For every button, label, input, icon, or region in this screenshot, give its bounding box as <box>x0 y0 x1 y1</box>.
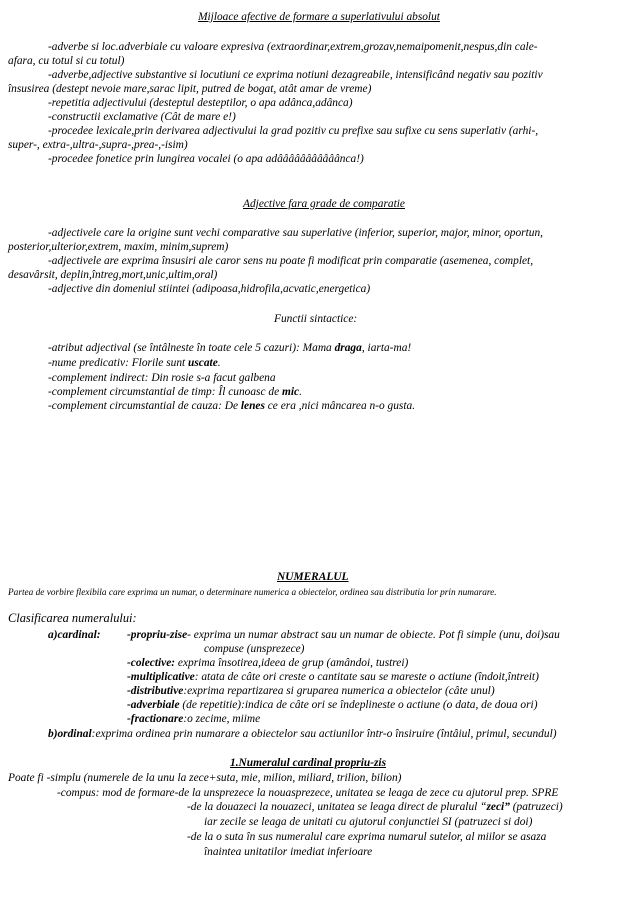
text-line: afara, cu totul si cu totul) <box>8 55 125 67</box>
text-line: iar zecile se leaga de unitati cu ajutorul conjunctiei SI (patruzeci si doi) <box>204 816 533 828</box>
text-line: -adjectivele are exprima însusiri ale caror sens nu poate fi modificat prin comparatie (asemenea, complet, <box>48 255 534 267</box>
section-title-fara-grade: Adjective fara grade de comparatie <box>243 198 405 210</box>
text-line: -compus: mod de formare-de la unsprezece la nouasprezece, unitatea se leaga de zece cu ajutorul prep. SPRE <box>57 787 559 799</box>
text-line: desavârsit, deplin,întreg,mort,unic,ultim,oral) <box>8 269 218 281</box>
text-line: -adjective din domeniul stiintei (adipoasa,hidrofila,acvatic,energetica) <box>48 283 371 295</box>
section-title-numeralul: NUMERALUL <box>277 571 349 583</box>
text-line: -de la o suta în sus numeralul care exprima numarul sutelor, al miilor se asaza <box>187 831 547 843</box>
text-line: super-, extra-,ultra-,supra-,prea-,-isim) <box>8 139 188 151</box>
text-line: -repetitia adjectivului (desteptul desteptilor, o apa adânca,adânca) <box>48 97 353 109</box>
text-line: -complement circumstantial de cauza: De lenes ce era ,nici mâncarea n-o gusta. <box>48 400 416 412</box>
text-line: -de la douazeci la nouazeci, unitatea se leaga direct de pluralul “zeci” (patruzeci) <box>187 801 563 813</box>
text-line: -adjectivele care la origine sunt vechi comparative sau superlative (inferior, superior, major, minor, oportun, <box>48 227 543 239</box>
text-line: posterior,ulterior,extrem, maxim, minim,suprem) <box>8 241 229 253</box>
text-line: -colective: exprima însotirea,ideea de grup (amândoi, tustrei) <box>127 657 409 669</box>
text-line: -atribut adjectival (se întâlneste în toate cele 5 cazuri): Mama draga, iarta-ma! <box>48 342 412 354</box>
text-line: -complement indirect: Din rosie s-a facut galbena <box>48 372 276 384</box>
text-line: -propriu-zise- exprima un numar abstract sau un numar de obiecte. Pot fi simple (unu, doi)sau <box>127 629 560 641</box>
text-line: Clasificarea numeralului: <box>8 611 137 625</box>
section-title-superlativ: Mijloace afective de formare a superlativului absolut <box>198 11 440 23</box>
text-line: -adverbiale (de repetitie):indica de câte ori se îndeplineste o actiune (o data, de doua ori) <box>127 699 538 711</box>
section-title-functii: Functii sintactice: <box>274 313 358 325</box>
text-line: b)ordinal:exprima ordinea prin numarare a obiectelor sau actiunilor într-o însiruire (întâiul, primul, secundul) <box>48 728 557 740</box>
text-line: -procedee fonetice prin lungirea vocalei (o apa adââââââââââânca!) <box>48 153 364 165</box>
text-line: -distributive:exprima repartizarea si gruparea numerica a obiectelor (câte unul) <box>127 685 495 697</box>
text-line: -multiplicative: atata de câte ori creste o cantitate sau se mareste o actiune (îndoit,întreit) <box>127 671 539 683</box>
text-line: -nume predicativ: Florile sunt uscate. <box>48 357 221 369</box>
text-line: -complement circumstantial de timp: Îl cunoasc de mic. <box>48 386 302 398</box>
text-line: -adverbe si loc.adverbiale cu valoare expresiva (extraordinar,extrem,grozav,nemaipomenit,nespus,din cale- <box>48 41 538 53</box>
text-line: -adverbe,adjective substantive si locutiuni ce exprima notiuni dezagreabile, intensificând negativ sau pozitiv <box>48 69 543 81</box>
text-line: compuse (unsprezece) <box>204 643 305 655</box>
text-line: înaintea unitatilor imediat inferioare <box>204 846 373 858</box>
text-line: -fractionare:o zecime, miime <box>127 713 261 725</box>
section-title-cardinal-propriu-zis: 1.Numeralul cardinal propriu-zis <box>230 757 387 769</box>
text-line: -procedee lexicale,prin derivarea adjectivului la grad pozitiv cu prefixe sau sufixe cu sens superlativ (arhi-, <box>48 125 539 137</box>
definition: Partea de vorbire flexibila care exprima un numar, o determinare numerica a obiectelor, ordinea sau distributia lor prin numarare. <box>8 588 497 598</box>
text-line: -constructii exclamative (Cât de mare e!) <box>48 111 236 123</box>
text-line: însusirea (destept nevoie mare,sarac lipit, putred de bogat, atât amar de vreme) <box>8 83 372 95</box>
label-cardinal: a)cardinal: <box>48 629 101 641</box>
text-line: Poate fi -simplu (numerele de la unu la zece+suta, mie, milion, miliard, trilion, bilion) <box>8 772 402 784</box>
